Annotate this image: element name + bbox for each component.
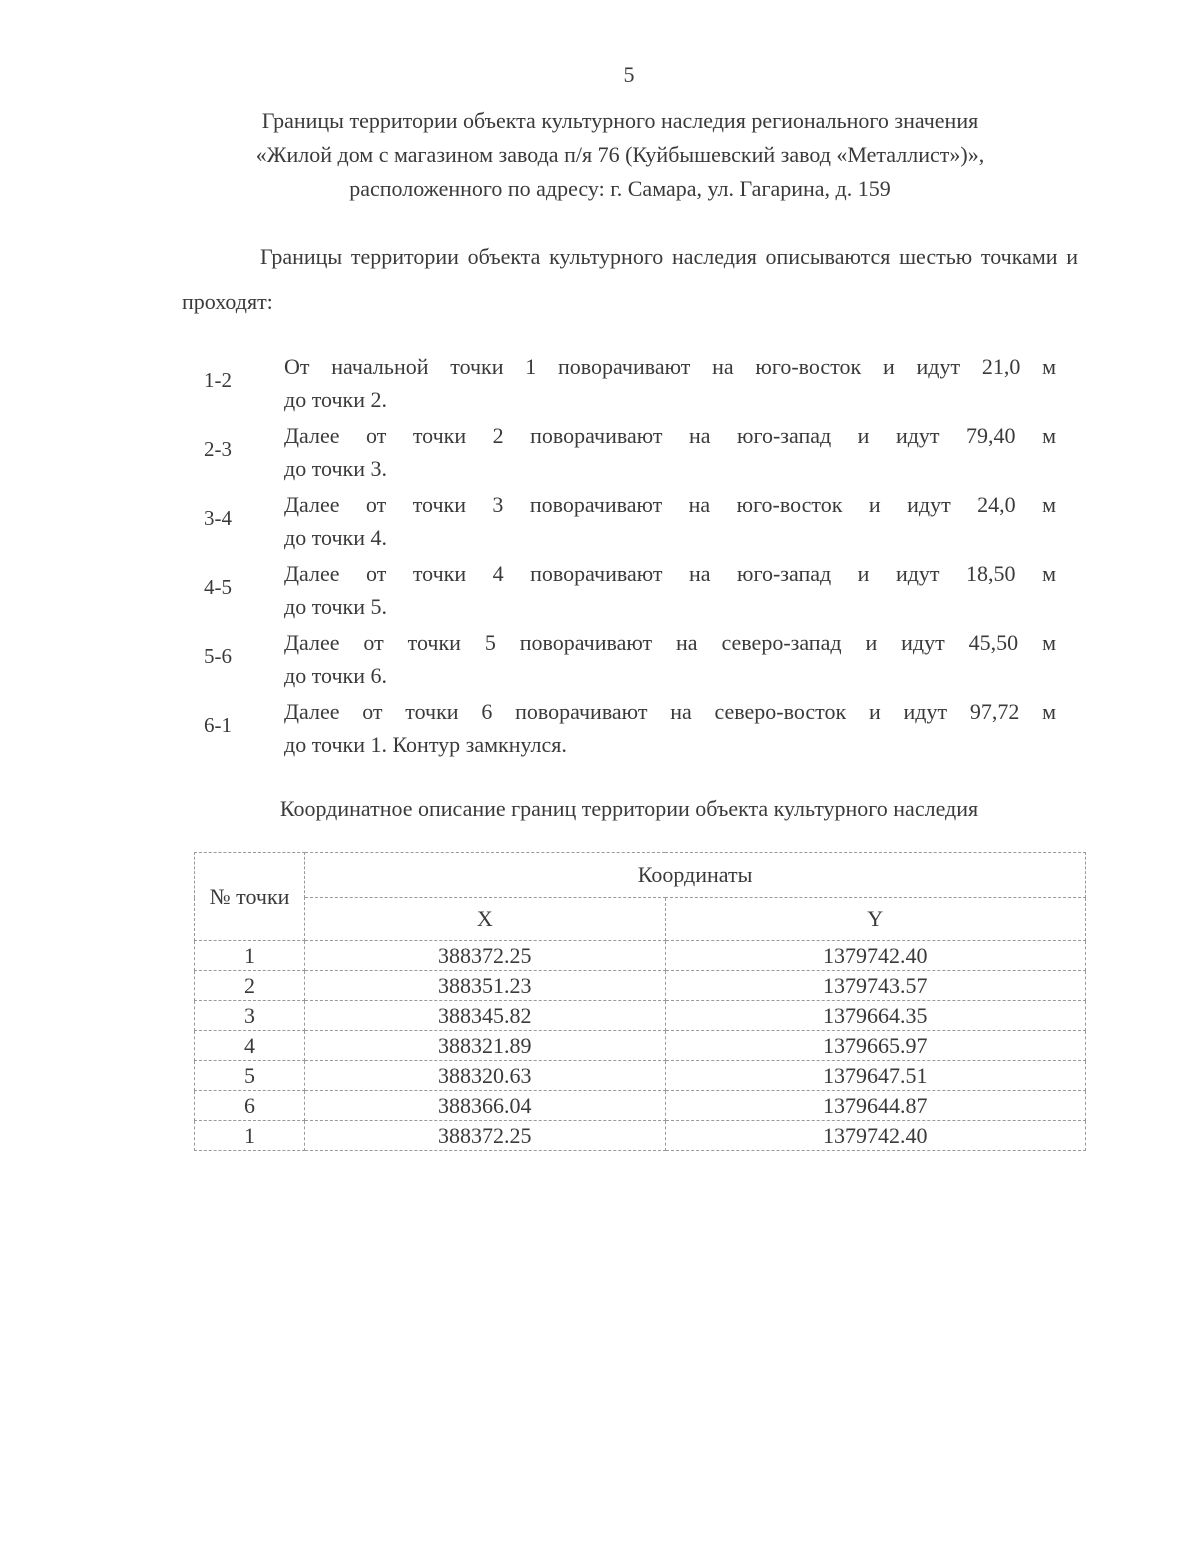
route-line-2: до точки 6.: [284, 663, 387, 688]
table-caption: Координатное описание границ территории объекта культурного наследия: [279, 796, 979, 821]
coordinates-table: [194, 852, 1086, 1151]
title-line-2: «Жилой дом с магазином завода п/я 76 (Куйбышевский завод «Металлист»)»,: [255, 142, 985, 167]
route-description: [284, 488, 1056, 554]
route-line-1: Далее от точки 5 поворачивают на северо-запад и идут 45,50 м: [284, 630, 1056, 655]
route-item: [204, 695, 1056, 764]
table-row: [195, 1061, 1086, 1091]
route-segment-code: 5-6: [204, 644, 232, 668]
cell-y: 1379647.51: [665, 1061, 1086, 1091]
route-line-1: Далее от точки 3 поворачивают на юго-восток и идут 24,0 м: [284, 492, 1056, 517]
cell-x: 388372.25: [305, 941, 665, 971]
table-row: [195, 971, 1086, 1001]
table-subheader-row: [195, 898, 1086, 941]
title-line-3: расположенного по адресу: г. Самара, ул. Гагарина, д. 159: [349, 176, 891, 201]
page-number: 5: [623, 62, 635, 87]
route-description: [284, 419, 1056, 485]
route-line-2: до точки 4.: [284, 525, 387, 550]
cell-y: 1379665.97: [665, 1031, 1086, 1061]
route-item: [204, 557, 1056, 626]
route-segment-code: 1-2: [204, 368, 232, 392]
header-coordinates: Координаты: [305, 853, 1086, 898]
route-segment-code: 4-5: [204, 575, 232, 599]
title-line-1: Границы территории объекта культурного наследия регионального значения: [261, 108, 979, 133]
table-row: [195, 941, 1086, 971]
route-item: [204, 350, 1056, 419]
route-line-2: до точки 3.: [284, 456, 387, 481]
cell-x: 388320.63: [305, 1061, 665, 1091]
cell-x: 388321.89: [305, 1031, 665, 1061]
cell-point: 3: [195, 1001, 305, 1031]
route-item: [204, 419, 1056, 488]
intro-paragraph: Границы территории объекта культурного наследия описываются шестью точками и проходят:: [182, 244, 1078, 314]
table-header-row: [195, 853, 1086, 898]
route-line-1: От начальной точки 1 поворачивают на юго-восток и идут 21,0 м: [284, 354, 1056, 379]
cell-y: 1379644.87: [665, 1091, 1086, 1121]
cell-y: 1379743.57: [665, 971, 1086, 1001]
cell-x: 388351.23: [305, 971, 665, 1001]
table-row: [195, 1121, 1086, 1151]
document-title: [100, 104, 1140, 206]
route-line-2: до точки 5.: [284, 594, 387, 619]
table-row: [195, 1031, 1086, 1061]
route-line-2: до точки 1. Контур замкнулся.: [284, 732, 567, 757]
route-segment-code: 3-4: [204, 506, 232, 530]
cell-point: 2: [195, 971, 305, 1001]
route-item: [204, 626, 1056, 695]
table-row: [195, 1001, 1086, 1031]
cell-x: 388372.25: [305, 1121, 665, 1151]
route-description: [284, 350, 1056, 416]
cell-point: 6: [195, 1091, 305, 1121]
cell-x: 388366.04: [305, 1091, 665, 1121]
cell-point: 1: [195, 941, 305, 971]
cell-point: 1: [195, 1121, 305, 1151]
cell-y: 1379664.35: [665, 1001, 1086, 1031]
header-point-number: № точки: [195, 853, 305, 941]
route-item: [204, 488, 1056, 557]
cell-y: 1379742.40: [665, 1121, 1086, 1151]
cell-point: 5: [195, 1061, 305, 1091]
route-description: [284, 695, 1056, 761]
route-segment-code: 6-1: [204, 713, 232, 737]
header-y: Y: [665, 898, 1086, 941]
route-line-1: Далее от точки 6 поворачивают на северо-восток и идут 97,72 м: [284, 699, 1056, 724]
route-line-1: Далее от точки 4 поворачивают на юго-запад и идут 18,50 м: [284, 561, 1056, 586]
route-description: [284, 557, 1056, 623]
header-x: X: [305, 898, 665, 941]
route-line-1: Далее от точки 2 поворачивают на юго-запад и идут 79,40 м: [284, 423, 1056, 448]
cell-point: 4: [195, 1031, 305, 1061]
boundary-route-list: [204, 350, 1056, 764]
cell-x: 388345.82: [305, 1001, 665, 1031]
cell-y: 1379742.40: [665, 941, 1086, 971]
route-line-2: до точки 2.: [284, 387, 387, 412]
table-row: [195, 1091, 1086, 1121]
route-segment-code: 2-3: [204, 437, 232, 461]
route-description: [284, 626, 1056, 692]
